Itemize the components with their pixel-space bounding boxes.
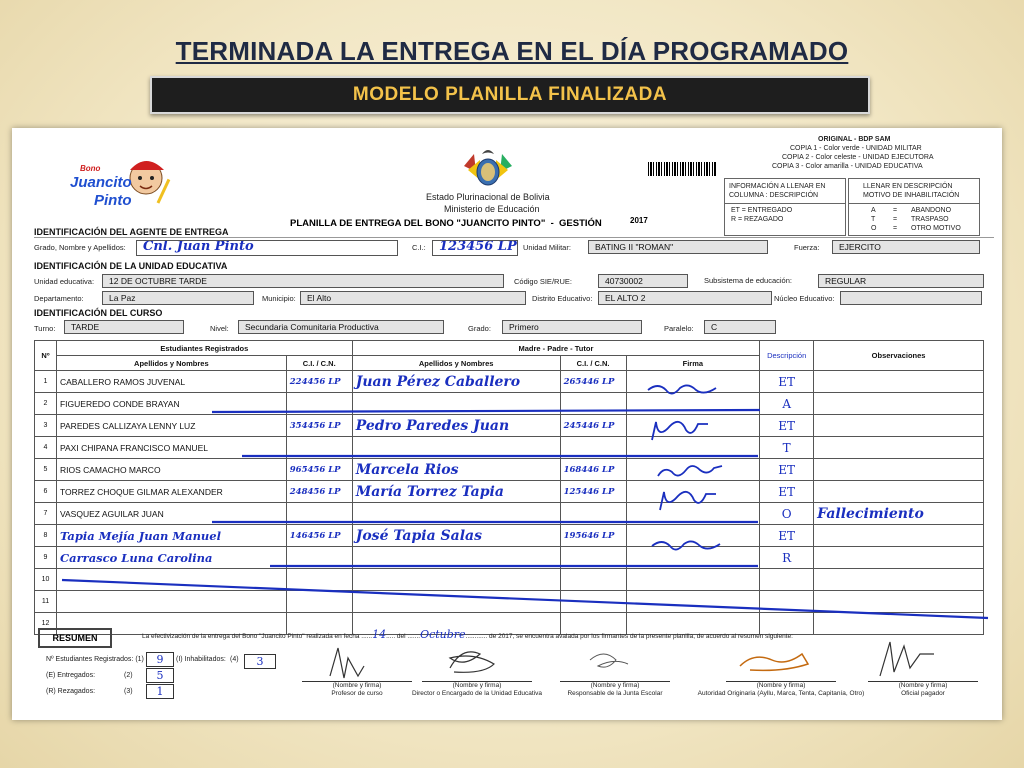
school-code-label: Código SIE/RUE:: [514, 277, 572, 286]
logo-text-pinto: Pinto: [94, 192, 132, 209]
agent-unit-label: Unidad Militar:: [523, 243, 571, 252]
col-header-observations: Observaciones: [814, 341, 984, 371]
info-box-et: ET = ENTREGADO: [731, 207, 793, 214]
signature-4-name: (Nombre y firma): [756, 682, 806, 689]
col-header-tutor: Madre - Padre - Tutor: [352, 341, 759, 356]
row-description-text: T: [782, 440, 791, 455]
summary-sentence-b: ..... del .......: [386, 633, 421, 640]
signature-1-role: Profesor de curso: [331, 690, 383, 697]
row-student-ci-text: 224456 LP: [289, 377, 341, 387]
signature-3-name: (Nombre y firma): [590, 682, 640, 689]
course-turn-value: TARDE: [71, 322, 100, 332]
inhab-code-o: O: [871, 225, 877, 232]
inhab-value: 3: [244, 654, 276, 669]
col-header-description: Descripción: [760, 341, 814, 371]
col-header-student-ci: C.I. / C.N.: [286, 356, 352, 371]
course-parallel-value: C: [711, 322, 718, 332]
official-signatures: [12, 128, 1002, 720]
col-header-tutor-name: Apellidos y Nombres: [352, 356, 560, 371]
row-tutor-name-text: María Torrez Tapia: [355, 483, 504, 500]
agent-force-label: Fuerza:: [794, 243, 820, 252]
logo-text-bono: Bono: [80, 164, 101, 173]
row-number-text: 10: [41, 576, 50, 583]
inhab-code-t: T: [871, 216, 876, 223]
signature-2-role: Director o Encargado de la Unidad Educativa: [411, 690, 543, 697]
signature-4-role: Autoridad Originaria (Ayllu, Marca, Tenta, Capitanía, Otro): [697, 690, 865, 697]
row-number-text: 4: [43, 444, 48, 451]
course-grade-label: Grado:: [468, 324, 491, 333]
row-tutor-name-text: Pedro Paredes Juan: [355, 417, 510, 434]
summary-day: 14: [372, 628, 387, 641]
row-student-ci-text: 965456 LP: [289, 465, 341, 475]
summary-month: Octubre: [420, 628, 466, 641]
row-description-text: ET: [778, 484, 796, 499]
delivered-value: 5: [146, 668, 174, 683]
info-box-title-1: INFORMACIÓN A LLENAR EN: [729, 183, 826, 190]
summary-title: RESUMEN: [38, 628, 112, 648]
row-number-text: 9: [43, 554, 48, 561]
row-tutor-ci-text: 125446 LP: [563, 487, 615, 497]
slide-subtitle: MODELO PLANILLA FINALIZADA: [150, 76, 870, 114]
row-tutor-name-text: Juan Pérez Caballero: [355, 373, 521, 390]
col-header-number: Nº: [35, 341, 57, 371]
row-student-name-text: PAXI CHIPANA FRANCISCO MANUEL: [59, 442, 208, 453]
inhab-code-a: A: [871, 207, 876, 214]
inhab-code: (4): [230, 656, 239, 663]
inhab-desc-t: TRASPASO: [911, 216, 949, 223]
signature-5-role: Oficial pagador: [901, 690, 945, 697]
inhab-box-title-1: LLENAR EN DESCRIPCIÓN: [863, 183, 953, 190]
school-code-value: 40730002: [605, 276, 643, 286]
info-box-title-2: COLUMNA : DESCRIPCIÓN: [729, 192, 819, 199]
delivered-code: (2): [124, 672, 133, 679]
row-description-text: A: [782, 396, 791, 411]
form-title: PLANILLA DE ENTREGA DEL BONO "JUANCITO PINTO" - GESTIÓN: [290, 218, 602, 229]
row-tutor-ci-text: 265446 LP: [563, 377, 615, 387]
row-description-text: ET: [778, 374, 796, 389]
signature-1-name: (Nombre y firma): [332, 682, 382, 689]
row-description-text: ET: [778, 528, 796, 543]
agent-name-value: Cnl. Juan Pinto: [143, 240, 254, 254]
row-student-ci-text: 146456 LP: [289, 531, 341, 541]
row-number-text: 11: [41, 598, 50, 605]
row-student-name-text: CABALLERO RAMOS JUVENAL: [59, 376, 186, 387]
row-number-text: 5: [43, 466, 48, 473]
row-description-text: ET: [778, 462, 796, 477]
agent-ci-value: 123456 LP: [439, 240, 517, 254]
row-tutor-name-text: José Tapia Salas: [355, 527, 482, 544]
row-number-text: 7: [43, 510, 48, 517]
row-tutor-name-text: Marcela Rios: [355, 461, 459, 478]
logo-text-juancito: Juancito: [70, 174, 132, 191]
agent-force-value: EJERCITO: [839, 242, 881, 252]
agent-section-title: IDENTIFICACIÓN DEL AGENTE DE ENTREGA: [34, 227, 229, 237]
course-level-value: Secundaria Comunitaria Productiva: [245, 322, 379, 332]
col-header-student-name: Apellidos y Nombres: [56, 356, 286, 371]
row-description-text: R: [782, 550, 792, 565]
school-district-label: Distrito Educativo:: [532, 294, 593, 303]
agent-ci-label: C.I.:: [412, 243, 426, 252]
signature-2-name: (Nombre y firma): [452, 682, 502, 689]
school-dept-value: La Paz: [109, 293, 136, 303]
slide-title: TERMINADA LA ENTREGA EN EL DÍA PROGRAMADO: [175, 36, 849, 66]
inhab-desc-a: ABANDONO: [911, 207, 952, 214]
row-student-name-text: VASQUEZ AGUILAR JUAN: [59, 508, 164, 519]
row-number-text: 2: [43, 400, 48, 407]
inhab-label: (I) Inhabilitados:: [176, 656, 226, 663]
row-description-text: O: [781, 506, 792, 521]
info-box-r: R = REZAGADO: [731, 216, 784, 223]
copy-3: COPIA 3 - Color amarilla - UNIDAD EDUCATIVA: [772, 163, 923, 170]
col-header-signature: Firma: [626, 356, 760, 371]
late-label: (R) Rezagados:: [46, 688, 96, 695]
copy-1: COPIA 1 - Color verde - UNIDAD MILITAR: [790, 145, 922, 152]
agent-unit-value: BATING II "ROMAN": [595, 242, 674, 252]
copy-original: ORIGINAL - BDP SAM: [818, 136, 891, 143]
row-observation-text: Fallecimiento: [817, 505, 924, 522]
row-student-name-text: Tapia Mejía Juan Manuel: [59, 528, 221, 543]
row-description-text: ET: [778, 418, 796, 433]
row-student-ci-text: 248456 LP: [289, 487, 341, 497]
row-student-name-text: Carrasco Luna Carolina: [59, 550, 213, 565]
row-number-text: 12: [41, 620, 50, 627]
row-student-name-text: FIGUEREDO CONDE BRAYAN: [59, 398, 180, 409]
summary-sentence-a: La efectivización de la entrega del Bono "Juancito Pinto" realizada en fecha ......: [142, 633, 373, 640]
delivered-label: (E) Entregados:: [46, 672, 96, 679]
school-nucleus-label: Núcleo Educativo:: [774, 294, 835, 303]
school-muni-label: Municipio:: [262, 294, 296, 303]
row-tutor-ci-text: 195646 LP: [563, 531, 615, 541]
inhab-eq-t: =: [893, 216, 898, 223]
course-parallel-label: Paralelo:: [664, 324, 694, 333]
planilla-document: [12, 128, 1002, 720]
course-grade-value: Primero: [509, 322, 539, 332]
ministry-name: Ministerio de Educación: [444, 204, 540, 214]
col-header-students: Estudiantes Registrados: [56, 341, 352, 356]
school-district-value: EL ALTO 2: [605, 293, 646, 303]
signature-5-name: (Nombre y firma): [898, 682, 948, 689]
registered-value: 9: [146, 652, 174, 667]
summary-sentence-c: ............ de 2017, se encuentra avalada por los firmantes de la presente planilla, de acuerdo al resumen siguiente:: [465, 633, 793, 640]
form-year: 2017: [630, 216, 648, 225]
row-number-text: 3: [43, 422, 48, 429]
inhab-eq-a: =: [893, 207, 898, 214]
row-tutor-ci-text: 168446 LP: [563, 465, 615, 475]
school-unit-label: Unidad educativa:: [34, 277, 95, 286]
inhab-eq-o: =: [893, 225, 898, 232]
school-section-title: IDENTIFICACIÓN DE LA UNIDAD EDUCATIVA: [34, 261, 228, 271]
row-student-name-text: TORREZ CHOQUE GILMAR ALEXANDER: [59, 486, 223, 497]
row-tutor-ci-text: 245446 LP: [563, 421, 615, 431]
school-dept-label: Departamento:: [34, 294, 84, 303]
agent-name-label: Grado, Nombre y Apellidos:: [34, 243, 126, 252]
row-student-name-text: PAREDES CALLIZAYA LENNY LUZ: [59, 420, 196, 431]
row-number-text: 6: [43, 488, 48, 495]
inhab-desc-o: OTRO MOTIVO: [911, 225, 961, 232]
registered-label: Nº Estudiantes Registrados: (1): [46, 656, 144, 663]
school-unit-value: 12 DE OCTUBRE TARDE: [109, 276, 207, 286]
col-header-tutor-ci: C.I. / C.N.: [560, 356, 626, 371]
course-section-title: IDENTIFICACIÓN DEL CURSO: [34, 308, 163, 318]
late-value: 1: [146, 684, 174, 699]
copy-2: COPIA 2 - Color celeste - UNIDAD EJECUTORA: [782, 154, 934, 161]
course-turn-label: Turno:: [34, 324, 56, 333]
school-subsystem-value: REGULAR: [825, 276, 867, 286]
school-muni-value: El Alto: [307, 293, 332, 303]
row-number-text: 1: [43, 378, 48, 385]
inhab-box-title-2: MOTIVO DE INHABILITACIÓN: [863, 192, 960, 199]
late-code: (3): [124, 688, 133, 695]
signature-3-role: Responsable de la Junta Escolar: [567, 690, 663, 697]
row-student-ci-text: 354456 LP: [289, 421, 341, 431]
course-level-label: Nivel:: [210, 324, 229, 333]
row-student-name-text: RIOS CAMACHO MARCO: [59, 464, 161, 475]
school-subsystem-label: Subsistema de educación:: [704, 276, 792, 285]
state-name: Estado Plurinacional de Bolivia: [426, 192, 550, 202]
row-number-text: 8: [43, 532, 48, 539]
